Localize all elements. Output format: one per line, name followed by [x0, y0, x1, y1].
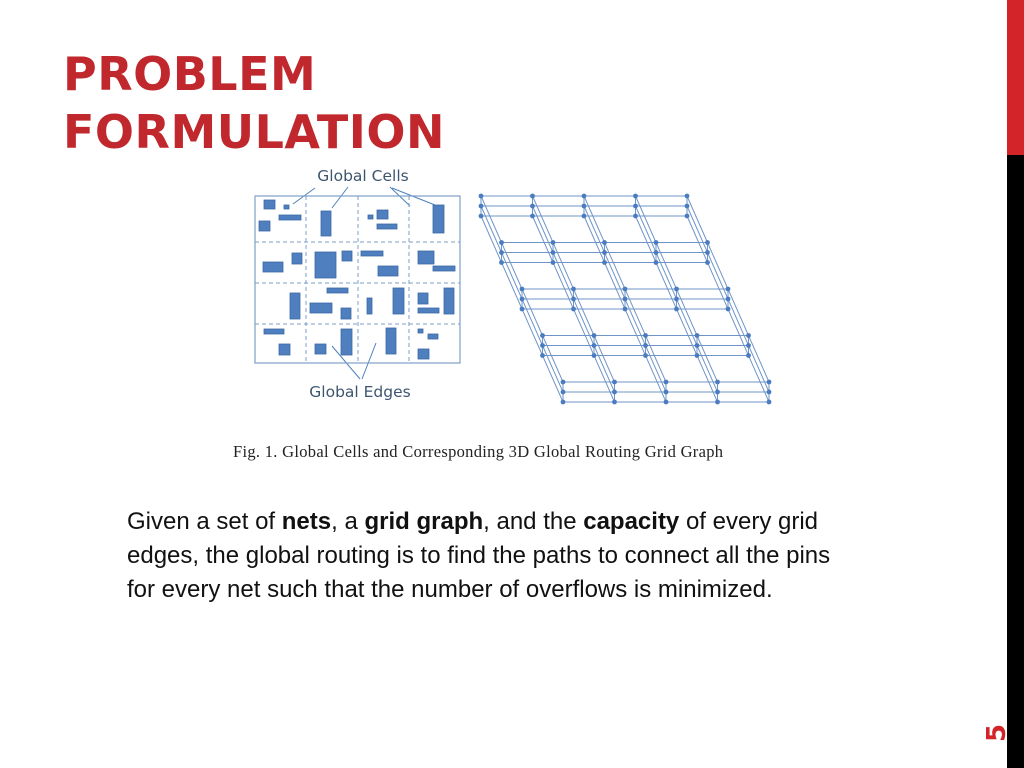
grid-node — [561, 380, 566, 385]
grid-node — [623, 297, 628, 302]
grid-node — [695, 353, 700, 358]
grid-node — [633, 214, 638, 219]
grid-node — [715, 380, 720, 385]
grid-node — [715, 400, 720, 405]
grid-node — [643, 333, 648, 338]
grid-node — [582, 214, 587, 219]
statement-text-2: , a — [331, 508, 365, 535]
grid-node — [571, 297, 576, 302]
grid-node — [643, 353, 648, 358]
grid-node — [623, 287, 628, 292]
grid-node — [592, 343, 597, 348]
grid-node — [654, 260, 659, 265]
statement-text-3: , and the — [483, 508, 584, 535]
grid-node — [520, 307, 525, 312]
grid-node — [746, 333, 751, 338]
grid-node — [561, 390, 566, 395]
grid-node — [746, 353, 751, 358]
grid-node — [571, 287, 576, 292]
grid-node — [746, 343, 751, 348]
slide-title-line2: FORMULATION — [63, 105, 446, 159]
statement-text-4: of every grid edges, the global routing is to find the paths to connect all the pins for every net such that the number of overflows is minimized. — [127, 508, 831, 603]
slide-title-line1: PROBLEM — [63, 47, 317, 101]
grid-node — [715, 390, 720, 395]
grid-node — [602, 250, 607, 255]
grid-node — [612, 390, 617, 395]
grid-node — [674, 307, 679, 312]
grid-node — [654, 250, 659, 255]
grid-node — [520, 297, 525, 302]
grid-node — [685, 204, 690, 209]
grid-node — [520, 287, 525, 292]
grid-node — [695, 343, 700, 348]
grid-node — [479, 214, 484, 219]
term-capacity: capacity — [583, 508, 680, 535]
grid-node — [726, 307, 731, 312]
grid-node — [674, 297, 679, 302]
grid-node — [602, 240, 607, 245]
sidebar-accent-red — [1007, 0, 1024, 155]
grid-node — [685, 194, 690, 199]
grid-node — [479, 204, 484, 209]
grid-node — [767, 380, 772, 385]
grid-node — [551, 250, 556, 255]
grid-node — [530, 204, 535, 209]
grid-node — [767, 400, 772, 405]
grid-node — [582, 204, 587, 209]
grid-node — [551, 240, 556, 245]
problem-statement — [127, 505, 857, 607]
grid-node — [479, 194, 484, 199]
grid-node — [582, 194, 587, 199]
grid-node — [633, 204, 638, 209]
grid-node — [612, 380, 617, 385]
grid-node — [540, 343, 545, 348]
statement-text-1: Given a set of — [127, 508, 282, 535]
grid-node — [551, 260, 556, 265]
grid-node — [499, 250, 504, 255]
grid-node — [705, 240, 710, 245]
grid-node — [643, 343, 648, 348]
routing-grid-graph — [479, 194, 772, 405]
grid-node — [592, 353, 597, 358]
grid-node — [623, 307, 628, 312]
grid-node — [767, 390, 772, 395]
sidebar-accent-black — [1007, 155, 1024, 768]
global-cells-grid — [255, 196, 460, 363]
grid-node — [530, 194, 535, 199]
grid-node — [705, 250, 710, 255]
figure-caption: Fig. 1. Global Cells and Corresponding 3D Global Routing Grid Graph — [233, 442, 724, 461]
page-number: 5 — [982, 723, 1012, 743]
global-routing-figure — [240, 158, 800, 408]
grid-node — [499, 260, 504, 265]
grid-node — [685, 214, 690, 219]
grid-node — [664, 380, 669, 385]
grid-node — [674, 287, 679, 292]
grid-node — [612, 400, 617, 405]
grid-node — [592, 333, 597, 338]
slide-title — [63, 45, 445, 161]
term-nets: nets — [281, 508, 332, 535]
grid-node — [705, 260, 710, 265]
grid-node — [540, 333, 545, 338]
grid-node — [664, 400, 669, 405]
grid-node — [654, 240, 659, 245]
grid-node — [530, 214, 535, 219]
grid-node — [561, 400, 566, 405]
grid-node — [602, 260, 607, 265]
grid-node — [695, 333, 700, 338]
global-edges-label: Global Edges — [309, 383, 411, 401]
global-cells-label: Global Cells — [317, 167, 409, 185]
grid-node — [726, 287, 731, 292]
grid-node — [571, 307, 576, 312]
grid-node — [726, 297, 731, 302]
grid-node — [540, 353, 545, 358]
grid-node — [664, 390, 669, 395]
grid-node — [633, 194, 638, 199]
grid-node — [499, 240, 504, 245]
term-grid-graph: grid graph — [364, 508, 484, 535]
